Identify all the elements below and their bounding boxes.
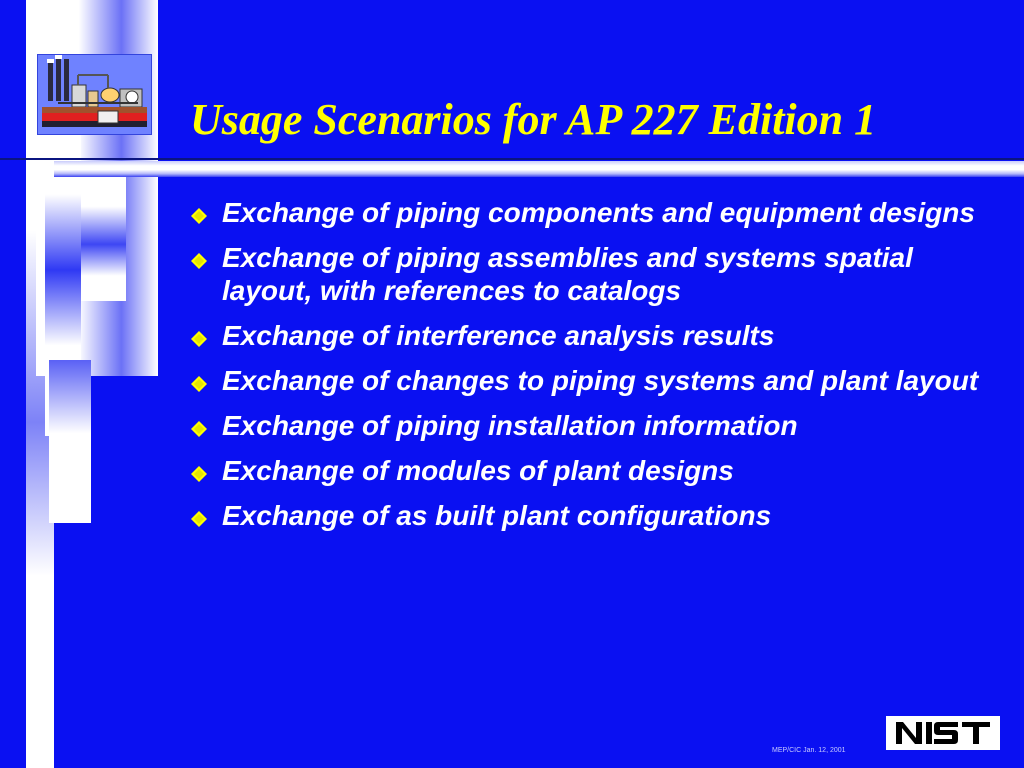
bullet-text: Exchange of changes to piping systems and plant layout xyxy=(222,365,979,396)
diamond-bullet-icon xyxy=(191,466,207,482)
bullet-item xyxy=(190,241,980,307)
bullet-item xyxy=(190,409,980,442)
slide-title: Usage Scenarios for AP 227 Edition 1 xyxy=(190,95,877,144)
bullet-text: Exchange of piping assemblies and systems spatial layout, with references to catalogs xyxy=(222,242,913,306)
title-divider-band xyxy=(54,161,1024,177)
nist-logo-icon xyxy=(886,716,1000,750)
bullet-item xyxy=(190,196,980,229)
diamond-bullet-icon xyxy=(191,511,207,527)
plant-illustration-icon xyxy=(38,55,151,134)
bullet-item xyxy=(190,499,980,532)
bullet-item xyxy=(190,454,980,487)
diamond-bullet-icon xyxy=(191,208,207,224)
diamond-bullet-icon xyxy=(191,376,207,392)
bullet-list xyxy=(190,196,980,544)
diamond-bullet-icon xyxy=(191,421,207,437)
diamond-bullet-icon xyxy=(191,253,207,269)
footer-date: MEP/CIC Jan. 12, 2001 xyxy=(772,747,846,754)
bullet-item xyxy=(190,364,980,397)
diamond-bullet-icon xyxy=(191,331,207,347)
bullet-item xyxy=(190,319,980,352)
decorative-bar xyxy=(49,360,91,523)
bullet-text: Exchange of piping installation information xyxy=(222,410,798,441)
plant-logo-image xyxy=(37,54,152,135)
bullet-text: Exchange of as built plant configurations xyxy=(222,500,772,531)
bullet-text: Exchange of piping components and equipment designs xyxy=(222,197,975,228)
bullet-text: Exchange of modules of plant designs xyxy=(222,455,734,486)
bullet-text: Exchange of interference analysis results xyxy=(222,320,775,351)
nist-logo xyxy=(886,716,1000,750)
title-divider-line xyxy=(0,158,1024,160)
